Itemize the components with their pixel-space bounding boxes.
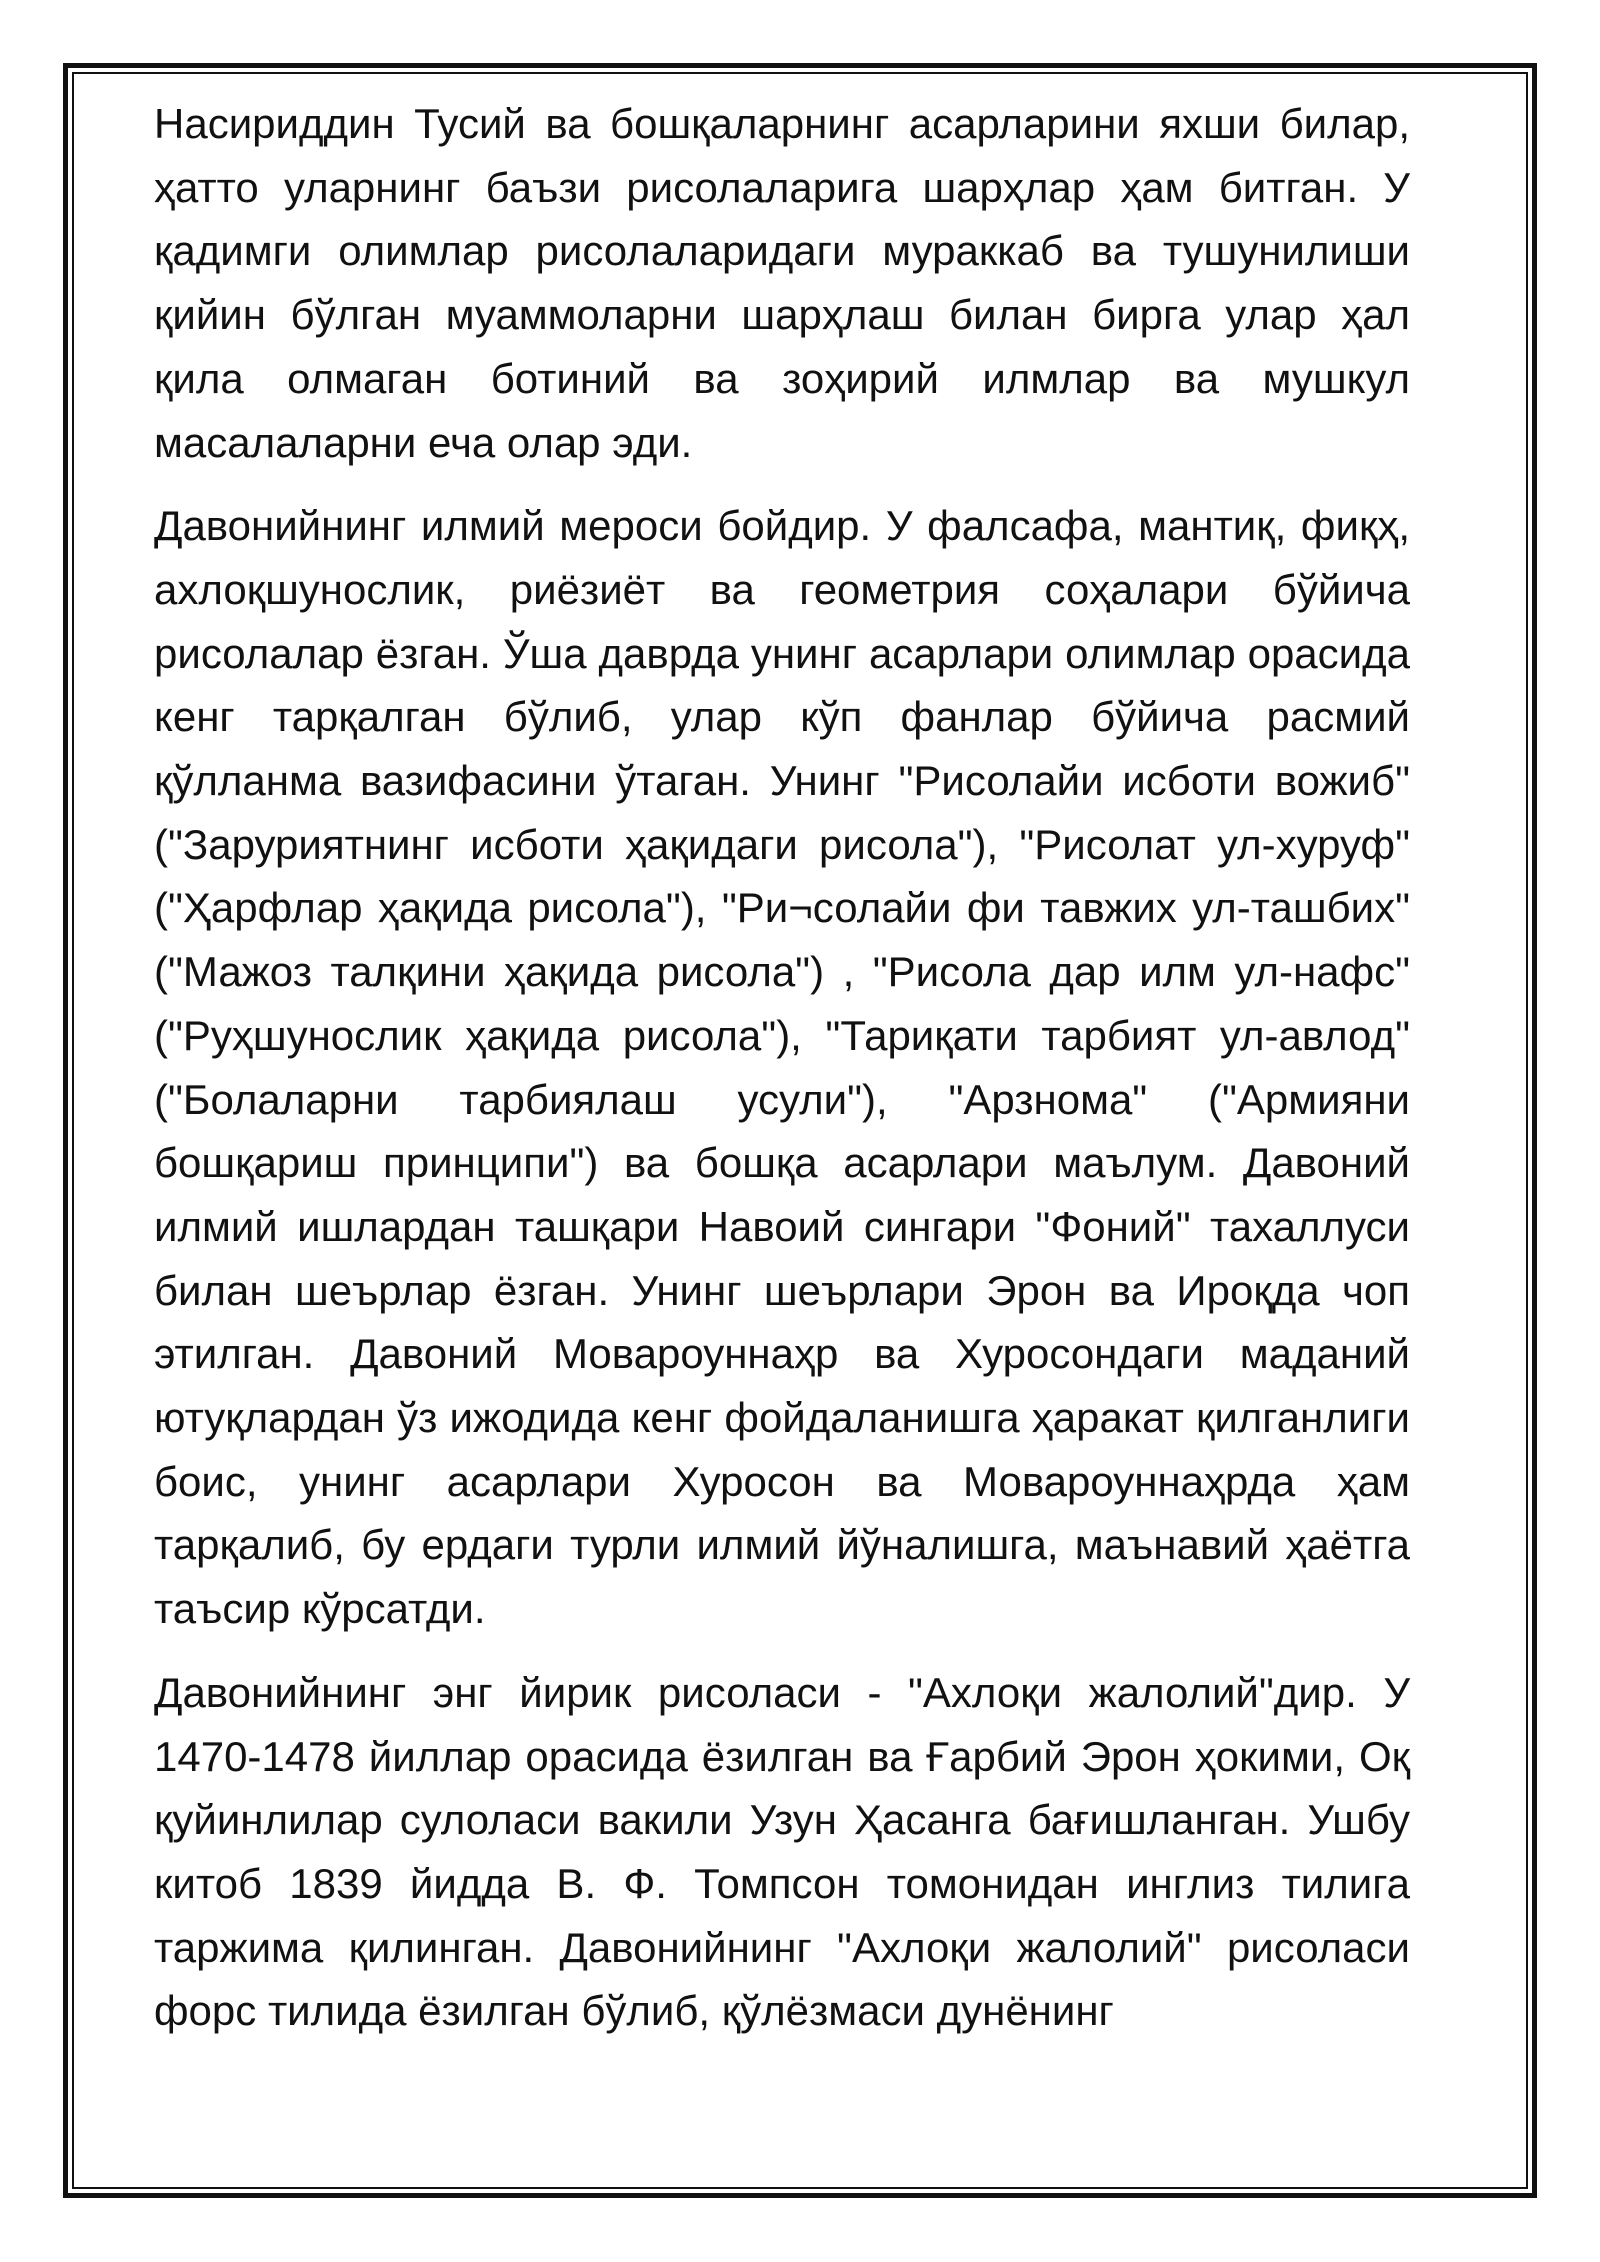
paragraph-2: Давонийнинг илмий мероси бойдир. У фалсафа, мантиқ, фиқҳ, ахлоқшунослик, риёзиёт ва геометрия соҳалари бўйича рисолалар ёзган. Ўша даврда унинг асарлари олимлар орасида кенг тарқалган бўлиб, улар кўп фанлар бўйича расмий қўлланма вазифасини ўтаган. Унинг "Рисолайи исботи вожиб" ("Заруриятнинг исботи ҳақидаги рисола"), "Рисолат ул-хуруф" ("Ҳарфлар ҳақида рисола"), "Ри¬солайи фи тавжих ул-ташбих" ("Мажоз талқини ҳақида рисола") , "Рисола дар илм ул-нафс" ("Руҳшунослик ҳақида рисола"), "Тариқати тарбият ул-авлод" ("Болаларни тарбиялаш усули"), "Арзнома" ("Армияни бошқариш принципи") ва бошқа асарлари маълум. Давоний илмий ишлардан ташқари Навоий сингари "Фоний" тахаллуси билан шеърлар ёзган. Унинг шеърлари Эрон ва Ироқда чоп этилган. Давоний Мовароуннаҳр ва Хуросондаги маданий ютуқлардан ўз ижодида кенг фойдаланишга ҳаракат қилганлиги боис, унинг асарлари Хуросон ва Мовароуннаҳрда ҳам тарқалиб, бу ердаги турли илмий йўналишга, маънавий ҳаётга таъсир кўрсатди. xyxy=(154,502,1410,1633)
paragraph-1: Насириддин Тусий ва бошқаларнинг асарларини яхши билар, ҳатто уларнинг баъзи рисолаларига шарҳлар ҳам битган. У қадимги олимлар рисолаларидаги мураккаб ва тушунилиши қийин бўлган муаммоларни шарҳлаш билан бирга улар ҳал қила олмаган ботиний ва зоҳирий илмлар ва мушкул масалаларни еча олар эди. xyxy=(154,100,1410,466)
document-body xyxy=(154,92,1410,2063)
paragraph-3: Давонийнинг энг йирик рисоласи - "Ахлоқи жалолий"дир. У 1470-1478 йиллар орасида ёзилган ва Ғарбий Эрон ҳокими, Оқ қуйинлилар сулоласи вакили Узун Ҳасанга бағишланган. Ушбу китоб 1839 йидда В. Ф. Томпсон томонидан инглиз тилига таржима қилинган. Давонийнинг "Ахлоқи жалолий" рисоласи форс тилида ёзилган бўлиб, қўлёзмаси дунёнинг xyxy=(154,1668,1410,2035)
